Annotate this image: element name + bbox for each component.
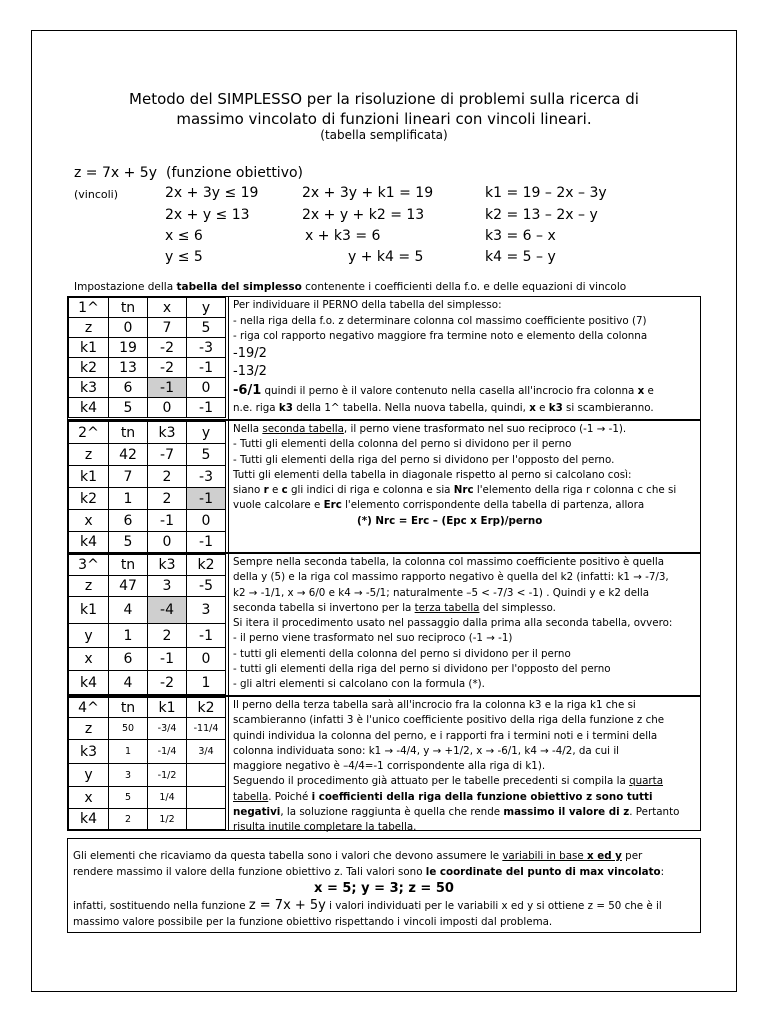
table-cell: tn	[109, 422, 148, 444]
table-cell: -2	[148, 338, 187, 358]
table-cell: k1	[69, 338, 109, 358]
table-cell: 2^	[69, 422, 109, 444]
table-cell: k1	[148, 698, 187, 718]
table-cell: 4	[109, 597, 148, 624]
pivot-cell: -4	[148, 597, 187, 624]
table-cell: -1	[187, 624, 226, 648]
text-line: Il perno della terza tabella sarà all'incrocio fra la colonna k3 e la riga k1 che si	[233, 699, 636, 711]
text-line: Tutti gli elementi della tabella in diagonale rispetto al perno si calcolano così:	[233, 468, 632, 481]
table-cell: -1	[187, 532, 226, 553]
constraint-slack-1: k1 = 19 – 2x – 3y	[485, 185, 607, 201]
table-cell: k2	[187, 555, 226, 576]
solution-values: x = 5; y = 3; z = 50	[314, 881, 454, 896]
table-cell: 2	[148, 624, 187, 648]
table-cell: 2	[148, 466, 187, 488]
section-table-1	[67, 296, 701, 420]
table-cell: 5	[187, 318, 226, 338]
text-line: colonna individuata sono: k1 → -4/4, y → +1/2, x → -6/1, k4 → -4/2, da cui il	[233, 744, 620, 757]
table-cell: -2	[148, 671, 187, 695]
text-line: - il perno viene trasformato nel suo reciproco (-1 → -1)	[233, 632, 513, 645]
title-line-1: Metodo del SIMPLESSO per la risoluzione di problemi sulla ricerca di	[129, 90, 639, 108]
text-line: seconda tabella si invertono per la terza tabella del simplesso.	[233, 601, 556, 614]
table-cell: k4	[69, 809, 109, 830]
text-line: Per individuare il PERNO della tabella del simplesso:	[233, 299, 502, 311]
table-cell: 0	[187, 510, 226, 532]
table-cell: 13	[109, 358, 148, 378]
text-line: n.e. riga k3 della 1^ tabella. Nella nuova tabella, quindi, x e k3 si scambieranno.	[233, 401, 654, 414]
table-cell: -3	[187, 466, 226, 488]
text-line: siano r e c gli indici di riga e colonna e sia Nrc l'elemento della riga r colonna c che si	[233, 484, 677, 497]
constraints-label: (vincoli)	[74, 188, 119, 201]
table-cell: 1	[109, 740, 148, 764]
table-cell: 5	[109, 398, 148, 418]
table-cell	[187, 764, 226, 787]
table-cell: 1	[187, 671, 226, 695]
table-cell: z	[69, 318, 109, 338]
table-cell: 3^	[69, 555, 109, 576]
constraint-eq-4: y + k4 = 5	[348, 249, 424, 265]
table-cell: 6	[109, 510, 148, 532]
table-cell: x	[69, 510, 109, 532]
text-line: - riga col rapporto negativo maggiore fra termine noto e elemento della colonna	[233, 330, 648, 343]
text-line: - tutti gli elementi della colonna del perno si dividono per il perno	[233, 647, 571, 660]
constraint-ineq-1: 2x + 3y ≤ 19	[165, 185, 259, 201]
table-cell: 42	[109, 444, 148, 466]
table-cell: -1/4	[148, 740, 187, 764]
section-table-4	[67, 696, 701, 834]
table-cell: 3	[187, 597, 226, 624]
table-cell: y	[69, 624, 109, 648]
simplex-table-3	[68, 554, 226, 695]
table-4-explanation	[228, 697, 700, 834]
table-cell: 47	[109, 576, 148, 597]
table-cell: 6	[109, 378, 148, 398]
table-cell: 4^	[69, 698, 109, 718]
table-cell: 7	[109, 466, 148, 488]
table-cell: 5	[109, 787, 148, 809]
table-cell: k4	[69, 671, 109, 695]
table-cell: z	[69, 444, 109, 466]
text-line: - nella riga della f.o. z determinare colonna col massimo coefficiente positivo (7)	[233, 314, 647, 327]
table-cell: x	[148, 298, 187, 318]
table-cell: k2	[187, 698, 226, 718]
text-line: infatti, sostituendo nella funzione z = 7x + 5y i valori individuati per le variabili x ed y si ottiene z = 50 che è il	[73, 898, 662, 913]
table-cell: k2	[69, 358, 109, 378]
table-cell: 3/4	[187, 740, 226, 764]
section-table-2	[67, 420, 701, 553]
text-line: quindi individua la colonna del perno, e i rapporti fra i termini noti e i termini della	[233, 729, 658, 742]
text-line: Nella seconda tabella, il perno viene trasformato nel suo reciproco (-1 → -1).	[233, 423, 627, 435]
table-cell: 0	[148, 398, 187, 418]
text-line: - tutti gli elementi della riga del perno si dividono per l'opposto del perno	[233, 663, 611, 676]
table-cell: 3	[109, 764, 148, 787]
text-line: k2 → -1/1, x → 6/0 e k4 → -5/1; naturalmente –5 < -7/3 < -1) . Quindi y e k2 della	[233, 586, 650, 599]
constraint-ineq-3: x ≤ 6	[165, 228, 203, 244]
table-cell: 50	[109, 718, 148, 740]
table-cell: 1	[109, 624, 148, 648]
text-line: - gli altri elementi si calcolano con la formula (*).	[233, 678, 485, 691]
table-cell: k3	[69, 378, 109, 398]
table-cell: k3	[69, 740, 109, 764]
table-cell: k4	[69, 398, 109, 418]
table-cell: x	[69, 648, 109, 671]
text-line: rendere massimo il valore della funzione obiettivo z. Tali valori sono le coordinate del punto di max vincolato:	[73, 865, 665, 878]
text-line: Si itera il procedimento usato nel passaggio dalla prima alla seconda tabella, ovvero:	[233, 617, 673, 630]
text-line: maggiore negativo è –4/4=-1 corrispondente alla riga di k1).	[233, 760, 546, 773]
table-cell: 4	[109, 671, 148, 695]
text-line: - Tutti gli elementi della colonna del perno si dividono per il perno	[233, 438, 572, 451]
constraint-eq-1: 2x + 3y + k1 = 19	[302, 185, 434, 201]
table-cell: tn	[109, 698, 148, 718]
table-cell: -1	[187, 398, 226, 418]
table-cell: -5	[187, 576, 226, 597]
table-cell: k3	[148, 555, 187, 576]
text-line: risulta inutile completare la tabella.	[233, 821, 417, 834]
table-cell: 1/4	[148, 787, 187, 809]
table-cell: 7	[148, 318, 187, 338]
simplex-table-2	[68, 421, 226, 553]
table-cell: -1/2	[148, 764, 187, 787]
text-line: Gli elementi che ricaviamo da questa tabella sono i valori che devono assumere le variabili in base x ed y per	[73, 850, 643, 862]
table-cell: 1^	[69, 298, 109, 318]
ratio-k1: -19/2	[233, 345, 267, 361]
constraint-slack-2: k2 = 13 – 2x – y	[485, 207, 598, 223]
table-2-explanation	[228, 421, 700, 552]
simplex-table-1	[68, 297, 226, 418]
table-cell: 5	[187, 444, 226, 466]
table-cell: y	[187, 298, 226, 318]
table-cell: k1	[69, 466, 109, 488]
table-cell: z	[69, 576, 109, 597]
constraint-slack-3: k3 = 6 – x	[485, 228, 556, 244]
table-cell: 0	[109, 318, 148, 338]
table-cell: k1	[69, 597, 109, 624]
table-cell: k3	[148, 422, 187, 444]
table-cell: 0	[148, 532, 187, 553]
section-table-3	[67, 553, 701, 696]
table-cell: z	[69, 718, 109, 740]
text-line: -6/1 quindi il perno è il valore contenuto nella casella all'incrocio fra colonna x e	[233, 382, 654, 398]
constraint-ineq-2: 2x + y ≤ 13	[165, 207, 250, 223]
pivot-cell: -1	[148, 378, 187, 398]
objective-formula: z = 7x + 5y	[74, 165, 157, 181]
pivot-cell: -1	[187, 488, 226, 510]
table-cell: 2	[148, 488, 187, 510]
table-1-explanation	[228, 297, 700, 419]
table-cell: 3	[148, 576, 187, 597]
table-cell: k2	[69, 488, 109, 510]
simplex-table-4	[68, 697, 226, 830]
ratio-k3: -6/1	[233, 382, 262, 398]
title-line-2: massimo vincolato di funzioni lineari con vincoli lineari.	[176, 110, 592, 128]
table-cell	[187, 809, 226, 830]
table-cell: -7	[148, 444, 187, 466]
table-cell: -1	[148, 510, 187, 532]
table-cell: -1	[148, 648, 187, 671]
text-line: della y (5) e la riga col massimo rapporto negativo è quella del k2 (infatti: k1 → -7/3,	[233, 571, 669, 584]
ratio-k2: -13/2	[233, 363, 267, 379]
table-cell: 0	[187, 378, 226, 398]
table-cell	[187, 787, 226, 809]
table-cell: 6	[109, 648, 148, 671]
table-cell: tn	[109, 298, 148, 318]
table-cell: tn	[109, 555, 148, 576]
table-cell: -3	[187, 338, 226, 358]
table-cell: -3/4	[148, 718, 187, 740]
text-line: negativi, la soluzione raggiunta è quella che rende massimo il valore di z. Pertanto	[233, 806, 680, 819]
table-cell: -11/4	[187, 718, 226, 740]
table-cell: y	[69, 764, 109, 787]
constraint-eq-2: 2x + y + k2 = 13	[302, 207, 425, 223]
objective-label: (funzione obiettivo)	[166, 165, 304, 181]
table-cell: 0	[187, 648, 226, 671]
table-cell: 1/2	[148, 809, 187, 830]
text-line: Seguendo il procedimento già attuato per le tabelle precedenti si compila la quarta	[233, 775, 664, 788]
constraint-slack-4: k4 = 5 – y	[485, 249, 556, 265]
text-line: - Tutti gli elementi della riga del perno si dividono per l'opposto del perno.	[233, 453, 615, 466]
constraint-eq-3: x + k3 = 6	[305, 228, 381, 244]
table-cell: k4	[69, 532, 109, 553]
table-cell: 2	[109, 809, 148, 830]
table-cell: 1	[109, 488, 148, 510]
text-line: vuole calcolare e Erc l'elemento corrispondente della tabella di partenza, allora	[233, 499, 645, 512]
table-cell: 5	[109, 532, 148, 553]
table-3-explanation	[228, 554, 700, 695]
conclusion-box	[67, 838, 701, 933]
intro-text: Impostazione della tabella del simplesso contenente i coefficienti della f.o. e delle equazioni di vincolo	[74, 281, 627, 293]
text-line: massimo valore possibile per la funzione obiettivo rispettando i vincoli imposti dal problema.	[73, 915, 553, 928]
title-line-3: (tabella semplificata)	[320, 128, 448, 142]
table-cell: y	[187, 422, 226, 444]
table-cell: x	[69, 787, 109, 809]
pivot-formula: (*) Nrc = Erc – (Epc x Erp)/perno	[357, 514, 543, 527]
text-line: scambieranno (infatti 3 è l'unico coefficiente positivo della riga della funzione z che	[233, 714, 665, 727]
text-line: Sempre nella seconda tabella, la colonna col massimo coefficiente positivo è quella	[233, 556, 665, 568]
table-cell: -1	[187, 358, 226, 378]
constraint-ineq-4: y ≤ 5	[165, 249, 203, 265]
text-line: tabella. Poiché i coefficienti della riga della funzione obiettivo z sono tutti	[233, 790, 653, 803]
table-cell: -2	[148, 358, 187, 378]
table-cell: 19	[109, 338, 148, 358]
